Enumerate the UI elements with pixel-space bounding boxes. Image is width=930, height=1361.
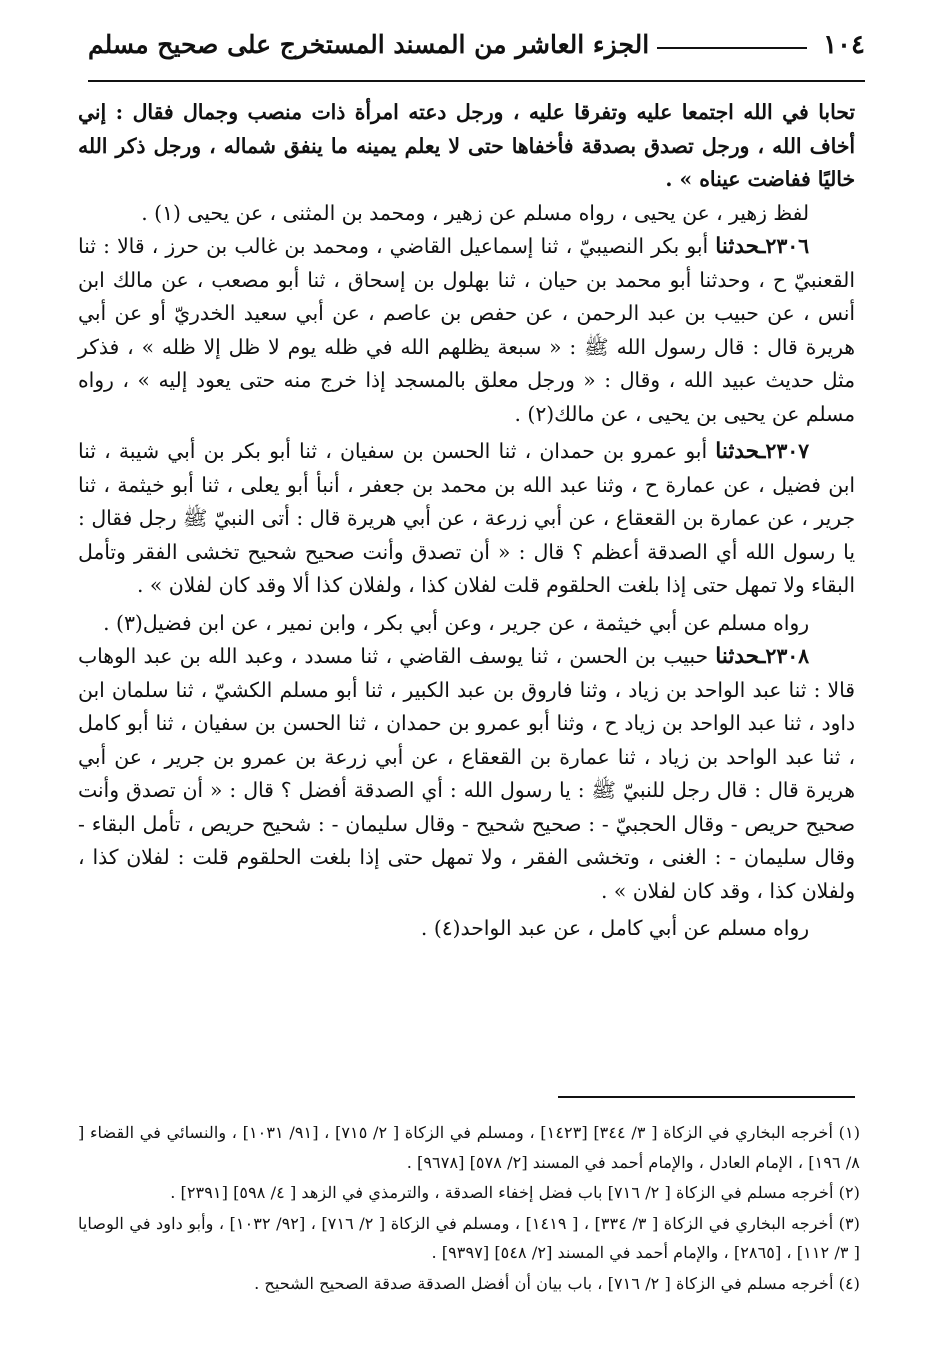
hadith-text: أبو عمرو بن حمدان ، ثنا الحسن بن سفيان ، ثنا أبو بكر بن أبي شيبة ، ثنا ابن فضيل ، عن عمارة ح ، وثنا عبد الله بن محمد بن جعفر ، أنبأ أبو يعلى ، ثنا أبو خيثمة ، ثنا جرير ، عن عمارة بن القعقاع ، عن أبي زرعة ، عن أبي هريرة قال : أتى النبيّ ﷺ رجل فقال : يا رسول الله أي الصدقة أعظم ؟ قال : « أن تصدق وأنت صحيح شحيح تخشى الفقر وتأمل البقاء ولا تمهل حتى إذا بلغت الحلقوم قلت لفلان كذا ، ولفلان كذا ألا وقد كان لفلان » . xyxy=(78,439,855,597)
paragraph xyxy=(78,912,855,946)
footnote: (٣) أخرجه البخاري في الزكاة [ ٣/ ٣٣٤] ، [ ١٤١٩] ، ومسلم في الزكاة [ ٢/ ٧١٦] ، [٩٢/ ١٠٣٢] ، وأبو داود في الوصايا [ ٣/ ١١٢] ، [٢٨٦٥] ، والإمام أحمد في المسند [٢/ ٥٤٨] [٩٣٩٧] . xyxy=(78,1213,860,1262)
haddathana-label: حدثنا xyxy=(715,234,760,259)
hadith-text: أبو بكر النصيبيّ ، ثنا إسماعيل القاضي ، ومحمد بن غالب بن حرز ، قالا : ثنا القعنبيّ ح ، وحدثنا أبو محمد بن حيان ، ثنا بهلول بن إسحاق ، ثنا أبو مصعب ، عن مالك ابن أنس ، عن حبيب بن عبد الرحمن ، عن حفص بن عاصم ، عن أبي سعيد الخدريّ أو عن أبي هريرة قال : قال رسول الله ﷺ : « سبعة يظلهم الله في ظله يوم لا ظل إلا ظله » ، فذكر مثل حديث عبيد الله ، وقال : « ورجل معلق بالمسجد إذا خرج منه حتى يعود إليه » ، رواه مسلم عن يحيى بن يحيى ، عن مالك(٢) . xyxy=(78,234,855,426)
haddathana-label: حدثنا xyxy=(715,439,760,464)
paragraph-text: رواه مسلم عن أبي خيثمة ، عن جرير ، وعن أبي بكر ، وابن نمير ، عن ابن فضيل(٣) . xyxy=(103,610,809,635)
paragraph xyxy=(78,607,855,641)
footnotes xyxy=(78,1118,860,1299)
page-header xyxy=(88,28,865,82)
header-rule xyxy=(657,47,807,49)
hadith-2307 xyxy=(78,435,855,603)
paragraph-text: رواه مسلم عن أبي كامل ، عن عبد الواحد(٤) . xyxy=(420,916,809,940)
hadith-number: ٢٣٠٦ـ xyxy=(759,234,809,258)
paragraph-text: تحابا في الله اجتمعا عليه وتفرقا عليه ، ورجل دعته امرأة ذات منصب وجمال فقال : إني أخاف الله ، ورجل تصدق بصدقة فأخفاها حتى لا يعلم يمينه ما ينفق شماله ، ورجل ذكر الله خاليًا ففاضت عيناه » . xyxy=(78,100,855,191)
running-title: الجزء العاشر من المسند المستخرج على صحيح مسلم xyxy=(88,30,650,59)
footnote-separator xyxy=(558,1096,855,1098)
paragraph-text: لفظ زهير ، عن يحيى ، رواه مسلم عن زهير ، ومحمد بن المثنى ، عن يحيى (١) . xyxy=(141,200,809,225)
haddathana-label: حدثنا xyxy=(715,644,760,669)
footnote: (٢) أخرجه مسلم في الزكاة [ ٢/ ٧١٦] باب فضل إخفاء الصدقة ، والترمذي في الزهد [ ٤/ ٥٩٨] [٢٣٩١] . xyxy=(170,1183,860,1202)
hadith-2308 xyxy=(78,640,855,908)
paragraph xyxy=(78,96,855,197)
hadith-number: ٢٣٠٧ـ xyxy=(759,439,809,463)
footnote: (١) أخرجه البخاري في الزكاة [ ٣/ ٣٤٤] [١٤٢٣] ، ومسلم في الزكاة [ ٢/ ٧١٥] ، [٩١/ ١٠٣١] ، والنسائي في القضاء [ ٨/ ١٩٦] ، الإمام العادل ، والإمام أحمد في المسند [٢/ ٥٧٨] [٩٦٧٨] . xyxy=(78,1123,861,1172)
footnote: (٤) أخرجه مسلم في الزكاة [ ٢/ ٧١٦] ، باب بيان أن أفضل الصدقة صدقة الصحيح الشحيح . xyxy=(254,1273,860,1293)
main-text xyxy=(78,96,855,946)
paragraph xyxy=(78,197,855,231)
page-number: ١٠٤ xyxy=(823,30,865,60)
hadith-text: حبيب بن الحسن ، ثنا يوسف القاضي ، ثنا مسدد ، وعبد الله بن عبد الوهاب قالا : ثنا عبد الواحد بن زياد ، وثنا فاروق بن عبد الكبير ، ثنا أبو مسلم الكشيّ ، ثنا سلمان ابن داود ، ثنا عبد الواحد بن زياد ح ، وثنا أبو عمرو بن حمدان ، ثنا الحسن بن سفيان ، ثنا أبو كامل ، ثنا عبد الواحد بن زياد ، ثنا عمارة بن القعقاع ، عن أبي زرعة بن عمرو بن جرير ، عن أبي هريرة قال : قال رجل للنبيّ ﷺ : يا رسول الله : أي الصدقة أفضل ؟ قال : « أن تصدق وأنت صحيح حريص - وقال الحجبيّ - : صحيح شحيح - وقال سليمان - : شحيح حريص ، تأمل البقاء - وقال سليمان - : الغنى ، وتخشى الفقر ، ولا تمهل حتى إذا بلغت الحلقوم قلت : لفلان كذا ، ولفلان كذا ، وقد كان لفلان » . xyxy=(78,644,855,903)
hadith-number: ٢٣٠٨ـ xyxy=(759,644,809,668)
hadith-2306 xyxy=(78,230,855,431)
